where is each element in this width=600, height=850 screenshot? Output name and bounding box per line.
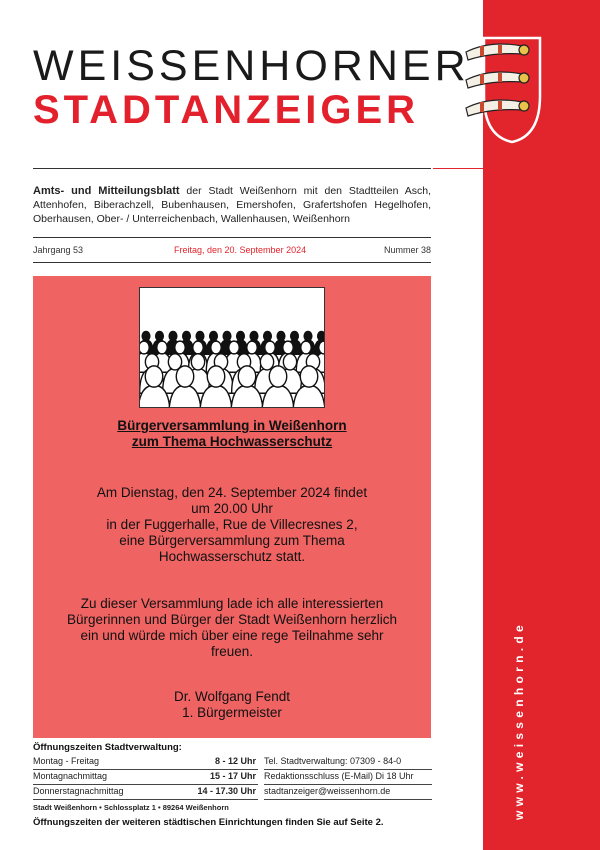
address: Stadt Weißenhorn • Schlossplatz 1 • 89264 Weißenhorn xyxy=(33,803,229,812)
issue-top-rule xyxy=(33,237,431,238)
contact-email-link[interactable]: stadtanzeiger@weissenhorn.de xyxy=(264,786,391,796)
signature-name: Dr. Wolfgang Fendt xyxy=(173,689,291,704)
notice-para2-line3: ein und würde mich über eine rege Teilnahme sehr xyxy=(80,628,384,643)
notice-para1-line5: Hochwasserschutz statt. xyxy=(158,549,306,564)
announcement-box xyxy=(33,276,431,738)
contact-deadline-text: Redaktionsschluss (E-Mail) Di 18 Uhr xyxy=(264,771,414,781)
notice-heading-line1: Bürgerversammlung in Weißenhorn xyxy=(117,418,347,433)
hours-time: 15 - 17 Uhr xyxy=(209,771,256,781)
signature-title: 1. Bürgermeister xyxy=(182,705,282,720)
hours-row xyxy=(33,754,258,770)
issue-date: Freitag, den 20. September 2024 xyxy=(174,245,307,255)
hours-title: Öffnungszeiten Stadtverwaltung: xyxy=(33,742,182,753)
website-url: www.weissenhorn.de xyxy=(512,621,526,820)
crowd-svg xyxy=(140,288,324,407)
issue-volume: Jahrgang 53 xyxy=(33,245,84,255)
notice-para1-line2: um 20.00 Uhr xyxy=(191,501,273,516)
contact-email[interactable] xyxy=(264,784,432,800)
hours-day: Montagnachmittag xyxy=(33,771,108,781)
subtitle xyxy=(33,184,431,226)
notice-para1-line4: eine Bürgerversammlung zum Thema xyxy=(119,533,345,548)
contact-phone xyxy=(264,754,432,770)
subtitle-rest: der Stadt Weißenhorn mit den Stadtteilen Asch, Attenhofen, Biberachzell, Bubenhausen, Emershofen, Grafertshofen Hegelhofen, Oberhausen, Ober- / Unterreichenbach, Wallenhausen, Weißenhorn xyxy=(33,185,431,225)
issue-bottom-rule xyxy=(33,262,431,263)
masthead-line2: STADTANZEIGER xyxy=(33,88,420,132)
masthead-line1: WEISSENHORNER xyxy=(33,42,470,90)
notice-heading-line2: zum Thema Hochwasserschutz xyxy=(131,434,333,449)
notice-para2-line1: Zu dieser Versammlung lade ich alle interessierten xyxy=(80,596,384,611)
subtitle-lead: Amts- und Mitteilungsblatt xyxy=(33,185,180,197)
hunting-horns-crest-icon xyxy=(460,36,542,144)
hours-day: Montag - Freitag xyxy=(33,756,100,766)
issue-number: Nummer 38 xyxy=(383,245,431,255)
notice-para2-line4: freuen. xyxy=(210,644,254,659)
masthead-rule xyxy=(33,168,431,169)
hours-time: 8 - 12 Uhr xyxy=(214,756,256,766)
notice-para2-line2: Bürgerinnen und Bürger der Stadt Weißenhorn herzlich xyxy=(67,612,397,627)
contact-phone-text: Tel. Stadtverwaltung: 07309 - 84-0 xyxy=(264,756,402,766)
notice-para1-line1: Am Dienstag, den 24. September 2024 findet xyxy=(96,485,368,500)
notice-para1-line3: in der Fuggerhalle, Rue de Villecresnes 2, xyxy=(106,517,358,532)
hours-time: 14 - 17.30 Uhr xyxy=(197,786,256,796)
footer-note: Öffnungszeiten der weiteren städtischen Einrichtungen finden Sie auf Seite 2. xyxy=(33,817,384,828)
contact-deadline xyxy=(264,769,432,785)
crowd-illustration xyxy=(139,287,325,408)
hours-row xyxy=(33,769,258,785)
hours-row xyxy=(33,784,258,800)
hours-day: Donnerstagnachmittag xyxy=(33,786,124,796)
red-accent-line xyxy=(433,168,483,169)
